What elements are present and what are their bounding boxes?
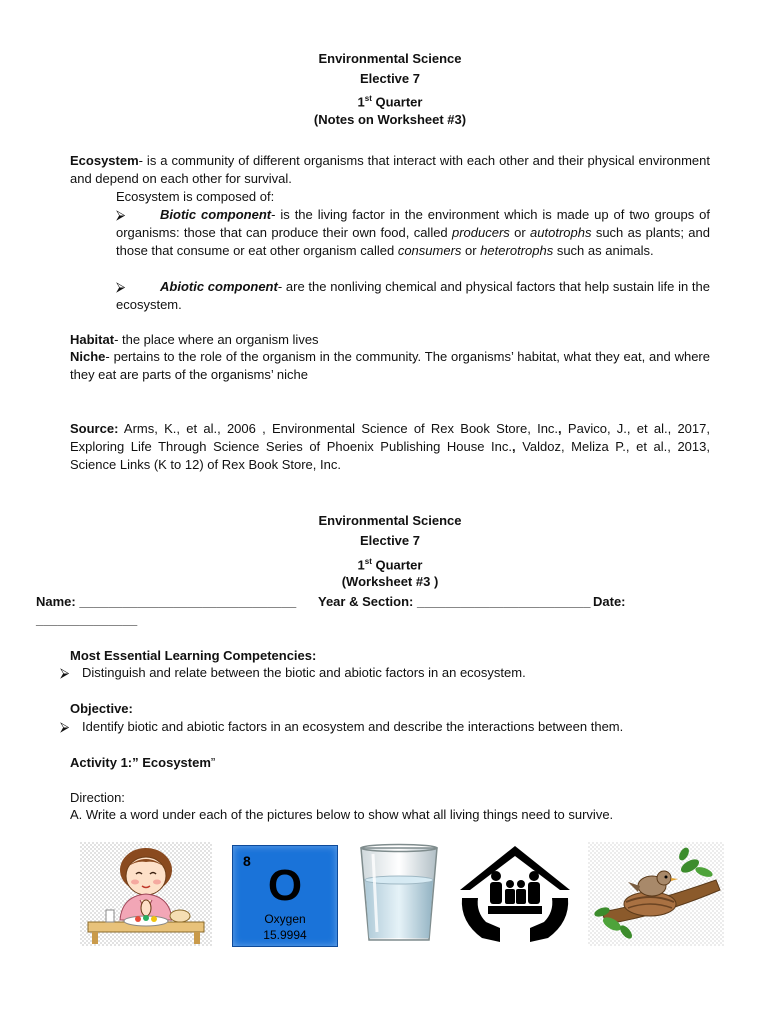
bullet-arrow-icon: ⮚ bbox=[116, 207, 126, 222]
name-field-label[interactable]: Name: ______________________________ bbox=[36, 594, 297, 609]
girl-eating-icon bbox=[80, 842, 212, 946]
notes-title: (Notes on Worksheet #3) bbox=[313, 112, 467, 127]
direction-label: Direction: bbox=[70, 790, 125, 805]
ecosystem-definition: Ecosystem- is a community of different organisms that interact with each other and their physical environment and depend on each other for survival. bbox=[70, 153, 710, 186]
worksheet-elective: Elective 7 bbox=[360, 533, 420, 548]
biotic-term: Biotic component bbox=[160, 207, 272, 222]
objective-heading: Objective: bbox=[70, 701, 133, 716]
oxygen-name: Oxygen bbox=[264, 912, 306, 926]
notes-quarter: 1st Quarter bbox=[357, 94, 423, 110]
biotic-definition: ⮚ Biotic component- is the living factor in the environment which is made up of two groups of organisms: those that can produce their own food, called producers or autotrophs such as plants; and those that consume or eat other organism called consumers or heterotrophs such as animals. bbox=[116, 207, 710, 258]
section-field-label[interactable]: Year & Section: ________________________ bbox=[318, 594, 591, 609]
food-picture bbox=[80, 842, 212, 946]
water-glass-icon bbox=[355, 842, 443, 946]
oxygen-symbol: O bbox=[267, 861, 303, 910]
source-citation: Source: Arms, K., et al., 2006 , Environmental Science of Rex Book Store, Inc., Pavico, J., et al., 2017, Exploring Life Through Science Series of Phoenix Publishing House Inc., Valdoz, Meliza P., et al., 2013, Science Links (K to 12) of Rex Book Store, Inc. bbox=[70, 421, 710, 472]
worksheet-quarter: 1st Quarter bbox=[357, 557, 423, 573]
house-family-icon bbox=[458, 842, 572, 946]
activity-title: Activity 1:” Ecosystem” bbox=[70, 755, 216, 770]
niche-definition: Niche- pertains to the role of the organism in the community. The organisms’ habitat, what they eat, and where they eat are parts of the organisms’ niche bbox=[70, 349, 710, 382]
ecosystem-term: Ecosystem bbox=[70, 153, 139, 168]
oxygen-mass: 15.9994 bbox=[263, 928, 307, 942]
date-field-label: Date: bbox=[593, 594, 626, 609]
bullet-arrow-icon: ⮚ bbox=[116, 279, 126, 294]
bullet-arrow-icon: ⮚ bbox=[60, 719, 70, 734]
water-picture bbox=[355, 842, 443, 946]
oxygen-atomic-number: 8 bbox=[243, 853, 251, 869]
composed-of-label: Ecosystem is composed of: bbox=[116, 189, 275, 204]
direction-text: A. Write a word under each of the pictures below to show what all living things need to survive. bbox=[70, 807, 614, 822]
objective-item: ⮚ Identify biotic and abiotic factors in an ecosystem and describe the interactions between them. bbox=[60, 719, 624, 734]
habitat-definition: Habitat- the place where an organism lives bbox=[70, 332, 319, 347]
bullet-arrow-icon: ⮚ bbox=[60, 665, 70, 680]
abiotic-definition: ⮚ Abiotic component- are the nonliving chemical and physical factors that help sustain life in the ecosystem. bbox=[116, 279, 711, 312]
notes-subject: Environmental Science bbox=[318, 51, 462, 66]
bird-nest-icon bbox=[588, 842, 724, 946]
worksheet-title: (Worksheet #3 ) bbox=[341, 574, 439, 589]
oxygen-element-tile bbox=[232, 845, 338, 947]
oxygen-picture bbox=[230, 842, 338, 946]
abiotic-term: Abiotic component bbox=[160, 279, 278, 294]
worksheet-subject: Environmental Science bbox=[318, 513, 462, 528]
nest-picture bbox=[588, 842, 724, 946]
notes-elective: Elective 7 bbox=[360, 71, 420, 86]
melc-heading: Most Essential Learning Competencies: bbox=[70, 648, 317, 663]
melc-item: ⮚ Distinguish and relate between the biotic and abiotic factors in an ecosystem. bbox=[60, 665, 526, 680]
shelter-picture bbox=[458, 842, 572, 946]
date-field-line[interactable]: ______________ bbox=[36, 612, 138, 627]
